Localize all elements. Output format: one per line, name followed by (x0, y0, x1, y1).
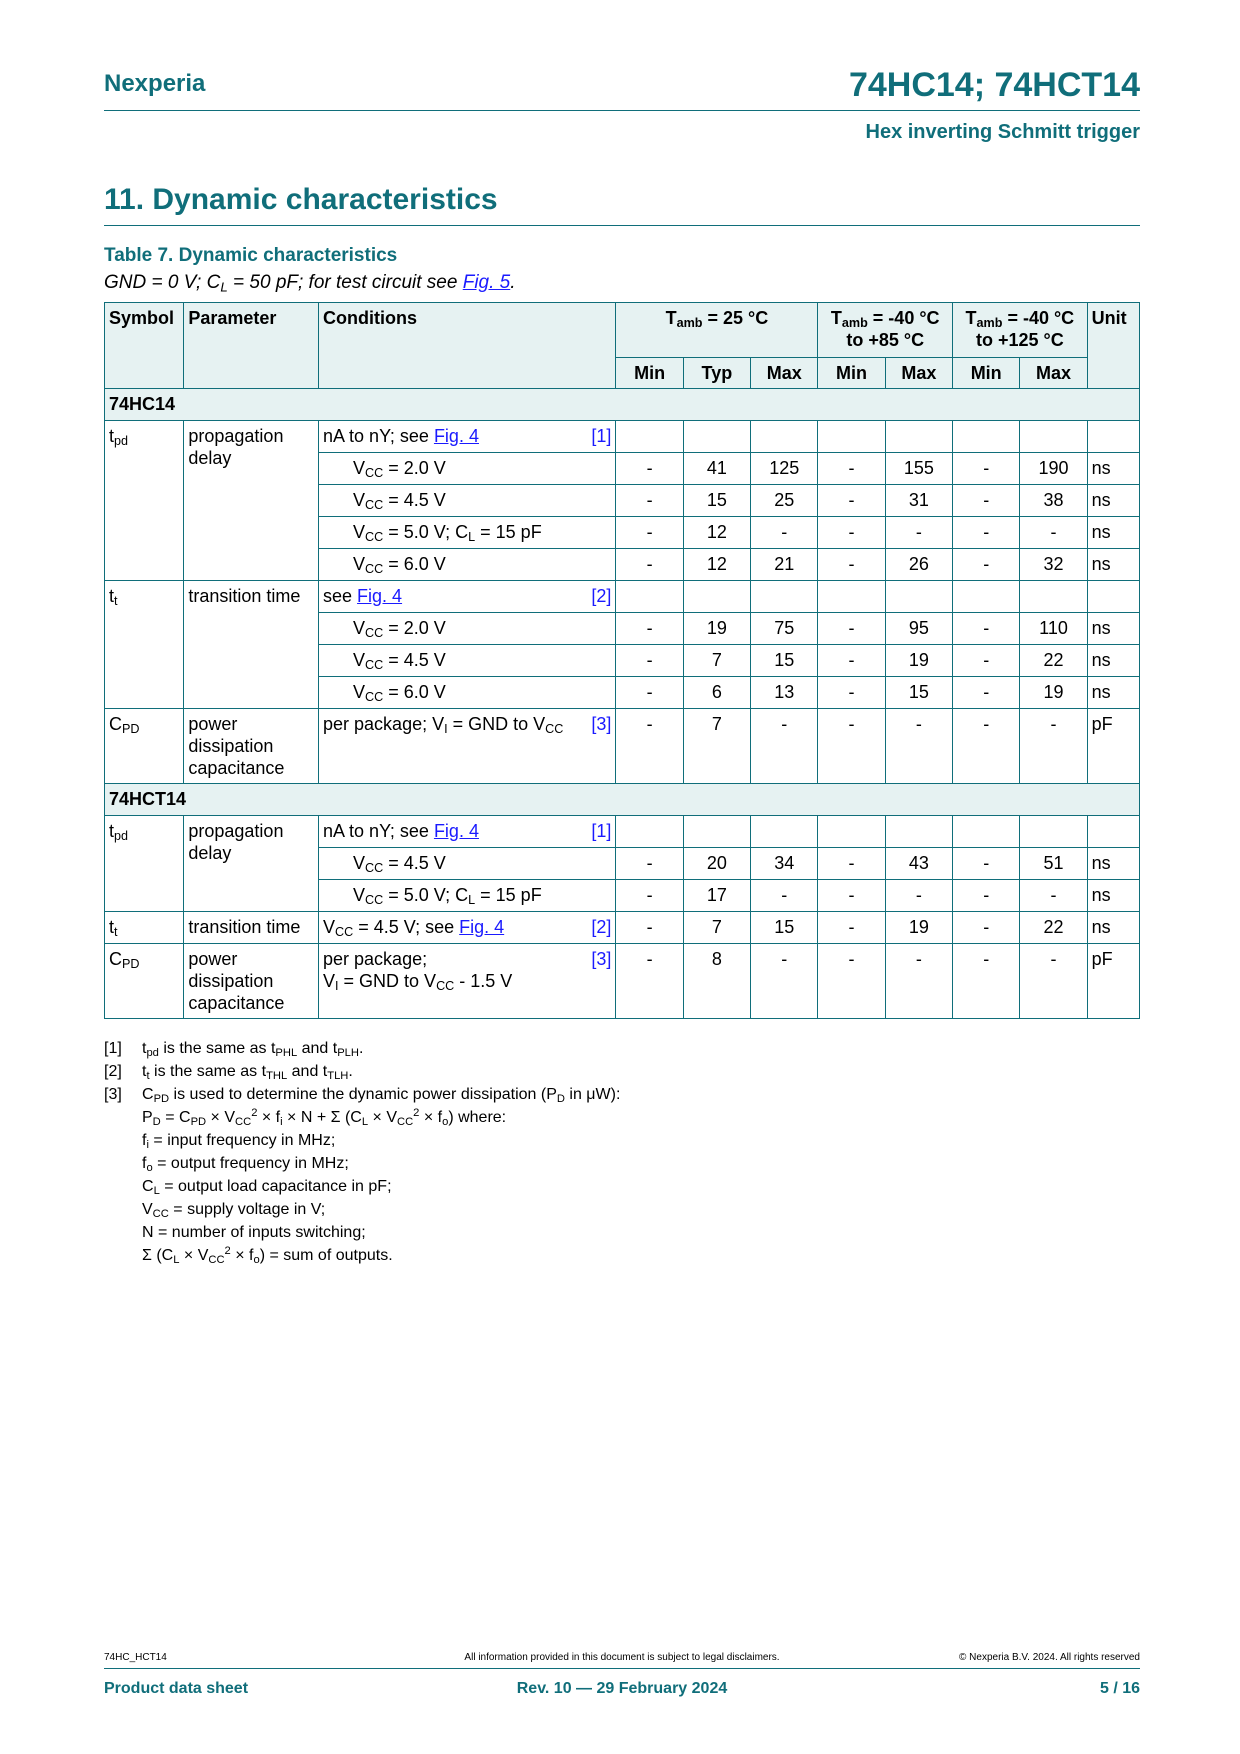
param-propagation-delay: propagation delay (184, 816, 319, 912)
col-tamb-125: $T_{amb} = -40$ °C to +125 °C (953, 303, 1088, 358)
col-max-25: Max (751, 358, 818, 389)
table-row: $V_{CC} = 6.0$ V - 12 21 - 26 - 32 ns (105, 549, 1140, 581)
col-max-85: Max (885, 358, 952, 389)
param-propagation-delay: propagation delay (184, 421, 319, 581)
brand-name: Nexperia (104, 70, 206, 97)
note-ref[interactable]: [3] (591, 714, 612, 734)
table-row: $V_{CC} = 5.0$ V; $C_L = 15$ pF - 17 - - - - - ns (105, 880, 1140, 912)
table-row: $t_t$ transition time $V_{CC} = 4.5$ V; see Fig. 4 [2] - 7 15 - 19 - 22 ns (105, 912, 1140, 944)
table-row (105, 581, 1140, 613)
col-min-85: Min (818, 358, 885, 389)
def-vcc: $V_{CC}$ = supply voltage in V; (142, 1201, 326, 1220)
table-row: $V_{CC} = 6.0$ V - 6 13 - 15 - 19 ns (105, 677, 1140, 709)
table-notes (104, 1037, 620, 1267)
section-divider (104, 225, 1140, 226)
table-conditions: GND = 0 V; $C_L = 50$ pF; for test circuit see Fig. 5. (104, 272, 516, 295)
header-divider (104, 110, 1140, 111)
group-74hct14: 74HCT14 (105, 784, 1140, 816)
table-row: $V_{CC} = 2.0$ V - 41 125 - 155 - 190 ns (105, 453, 1140, 485)
page-number: 5 / 16 (1099, 1680, 1140, 1697)
cond-tt: see Fig. 4 [2] (319, 581, 616, 613)
cond-cpd: per package; $V_I$ = GND to $V_{CC}$ [3] (319, 709, 616, 784)
section-title: 11. Dynamic characteristics (104, 183, 498, 216)
symbol-tt: $t_t$ (105, 912, 184, 944)
legal-disclaimer: All information provided in this document is subject to legal disclaimers. (464, 1652, 780, 1663)
param-power-dissipation: power dissipation capacitance (184, 944, 319, 1019)
col-max-125: Max (1020, 358, 1087, 389)
col-unit: Unit (1087, 303, 1139, 389)
col-symbol: Symbol (105, 303, 184, 389)
note-ref[interactable]: [1] (591, 821, 612, 841)
note-ref[interactable]: [2] (591, 917, 612, 937)
def-n: N = number of inputs switching; (142, 1224, 366, 1241)
doc-subtitle: Hex inverting Schmitt trigger (865, 121, 1140, 143)
col-conditions: Conditions (319, 303, 616, 389)
dynamic-characteristics-table (104, 302, 1140, 1019)
doc-id: 74HC_HCT14 (104, 1652, 167, 1663)
fig5-link[interactable]: Fig. 5 (462, 272, 511, 293)
doc-type: Product data sheet (104, 1680, 249, 1697)
note-3: [3] $C_{PD}$ is used to determine the dynamic power dissipation ($P_D$ in μW): (104, 1086, 621, 1105)
table-row: $V_{CC} = 2.0$ V - 19 75 - 95 - 110 ns (105, 613, 1140, 645)
fig4-link[interactable]: Fig. 4 (357, 586, 403, 606)
symbol-tpd: $t_{pd}$ (105, 421, 184, 581)
power-formula: $P_D = C_{PD} \times V_{CC}^2 \times f_i \times N + \Sigma$ $(C_L \times V_{CC}^2 \times f_o)$ where: (142, 1106, 507, 1128)
fig4-link[interactable]: Fig. 4 (433, 821, 479, 841)
footer-divider (104, 1668, 1140, 1669)
param-transition-time: transition time (184, 581, 319, 709)
def-sum: Σ $(C_L \times V_{CC}^2 \times f_o)$ = sum of outputs. (142, 1244, 393, 1266)
symbol-tpd: $t_{pd}$ (105, 816, 184, 912)
note-ref[interactable]: [2] (591, 586, 612, 606)
cond-cpd: per package; $V_I$ = GND to $V_{CC} - 1.5$ V [3] (319, 944, 616, 1019)
param-transition-time: transition time (184, 912, 319, 944)
table-row: $V_{CC} = 5.0$ V; $C_L = 15$ pF - 12 - - - - - ns (105, 517, 1140, 549)
col-tamb-25: $T_{amb} = 25$ °C (616, 303, 818, 358)
note-ref[interactable]: [3] (591, 949, 612, 969)
note-ref[interactable]: [1] (591, 426, 612, 446)
symbol-cpd: $C_{PD}$ (105, 709, 184, 784)
revision: Rev. 10 — 29 February 2024 (516, 1680, 728, 1697)
symbol-tt: $t_t$ (105, 581, 184, 709)
table-row: $C_{PD}$ power dissipation capacitance per package; $V_I$ = GND to $V_{CC}$ [3] - 7 - - - - - pF (105, 709, 1140, 784)
cond-tpd: nA to nY; see Fig. 4 [1] (319, 816, 616, 848)
table-row: $V_{CC} = 4.5$ V - 20 34 - 43 - 51 ns (105, 848, 1140, 880)
col-typ-25: Typ (683, 358, 750, 389)
def-fo: $f_o$ = output frequency in MHz; (142, 1155, 349, 1174)
table-row: $C_{PD}$ power dissipation capacitance per package; $V_I$ = GND to $V_{CC} - 1.5$ V [3] - 8 - - - - - pF (105, 944, 1140, 1019)
def-cl: $C_L$ = output load capacitance in pF; (142, 1178, 392, 1197)
cond-tpd: nA to nY; see Fig. 4 [1] (319, 421, 616, 453)
copyright: © Nexperia B.V. 2024. All rights reserved (959, 1652, 1140, 1663)
table-caption: Table 7. Dynamic characteristics (104, 245, 398, 266)
group-74hc14: 74HC14 (105, 389, 1140, 421)
table-row (105, 816, 1140, 848)
fig4-link[interactable]: Fig. 4 (459, 917, 505, 937)
col-parameter: Parameter (184, 303, 319, 389)
part-number: 74HC14; 74HCT14 (848, 66, 1140, 104)
col-min-25: Min (616, 358, 683, 389)
table-row (105, 421, 1140, 453)
note-1: [1] $t_{pd}$ is the same as $t_{PHL}$ and $t_{PLH}$. (104, 1040, 364, 1059)
symbol-cpd: $C_{PD}$ (105, 944, 184, 1019)
col-min-125: Min (953, 358, 1020, 389)
note-2: [2] $t_t$ is the same as $t_{THL}$ and $t_{TLH}$. (104, 1063, 353, 1082)
table-row: $V_{CC} = 4.5$ V - 15 25 - 31 - 38 ns (105, 485, 1140, 517)
table-row: $V_{CC} = 4.5$ V - 7 15 - 19 - 22 ns (105, 645, 1140, 677)
def-fi: $f_i$ = input frequency in MHz; (142, 1132, 336, 1151)
col-tamb-85: $T_{amb} = -40$ °C to +85 °C (818, 303, 953, 358)
fig4-link[interactable]: Fig. 4 (433, 426, 479, 446)
cond-tt: $V_{CC} = 4.5$ V; see Fig. 4 [2] (319, 912, 616, 944)
param-power-dissipation: power dissipation capacitance (184, 709, 319, 784)
